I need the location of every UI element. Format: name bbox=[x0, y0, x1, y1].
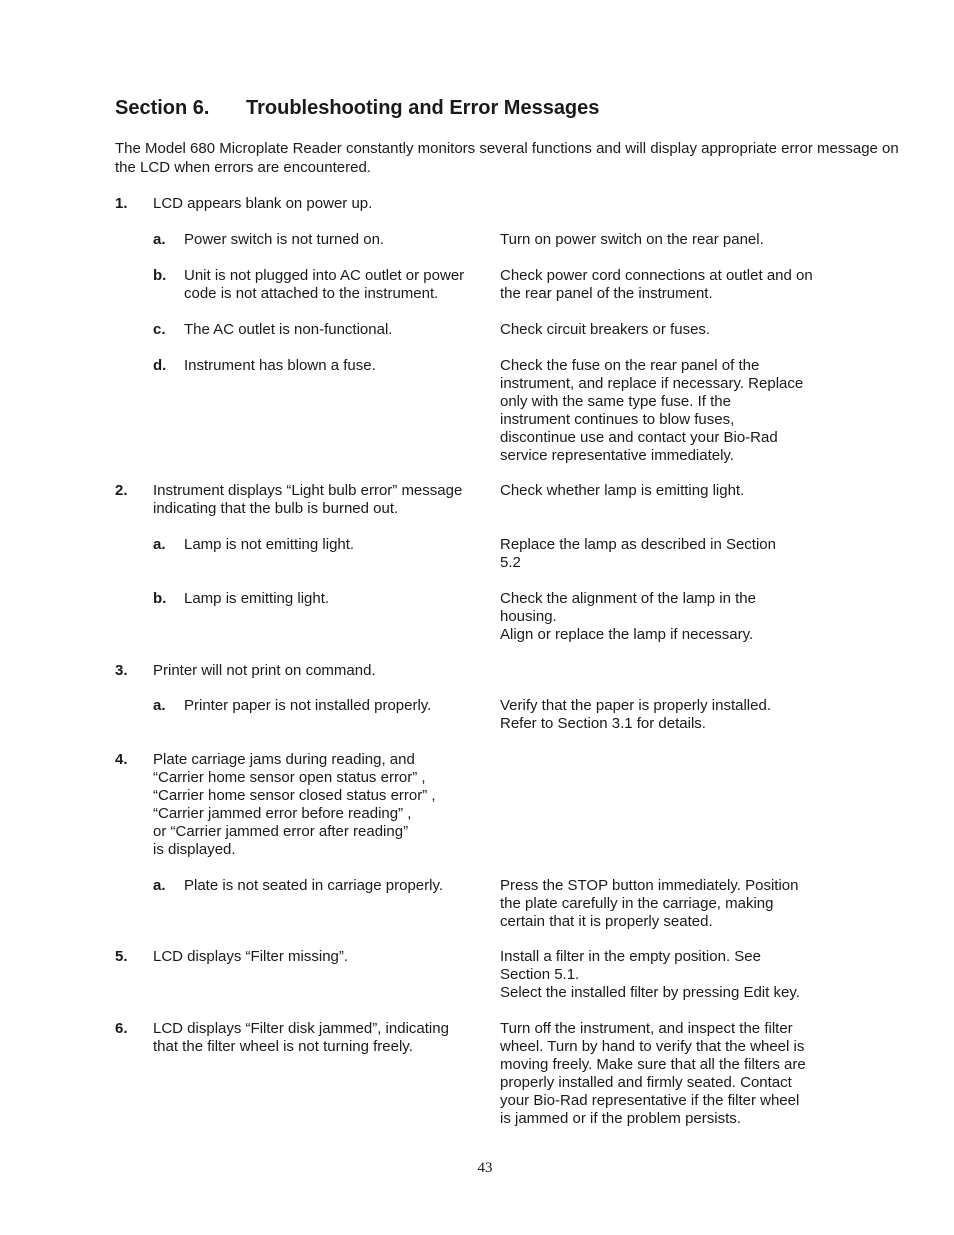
subitem-letter: a. bbox=[153, 877, 166, 894]
intro-paragraph: The Model 680 Microplate Reader constantly monitors several functions and will display appropriate error message on the LCD when errors are encountered. bbox=[115, 140, 899, 176]
subitem-solution: Check the alignment of the lamp in the housing. Align or replace the lamp if necessary. bbox=[500, 590, 756, 643]
subitem-letter: a. bbox=[153, 231, 166, 248]
item-problem: Instrument displays “Light bulb error” message indicating that the bulb is burned out. bbox=[153, 482, 463, 517]
subitem-letter: d. bbox=[153, 357, 167, 374]
subitem-cause: Instrument has blown a fuse. bbox=[184, 357, 376, 374]
item-number: 4. bbox=[115, 751, 128, 768]
subitem-cause: Lamp is emitting light. bbox=[184, 590, 330, 607]
item-number: 1. bbox=[115, 195, 128, 212]
subitem-letter: a. bbox=[153, 536, 166, 553]
item-problem: LCD displays “Filter disk jammed”, indicating that the filter wheel is not turning freely. bbox=[153, 1020, 449, 1055]
subitem-solution: Check the fuse on the rear panel of the instrument, and replace if necessary. Replace only with the same type fuse. If the instrument continues to blow fuses, discontinue use and contact your Bio-Rad service representative immediately. bbox=[500, 357, 804, 464]
subitem-letter: c. bbox=[153, 321, 166, 338]
section-number: Section 6. bbox=[115, 97, 210, 119]
subitem-cause: Lamp is not emitting light. bbox=[184, 536, 355, 553]
item-number: 5. bbox=[115, 948, 128, 965]
subitem-cause: Power switch is not turned on. bbox=[184, 231, 385, 248]
page-number: 43 bbox=[477, 1160, 493, 1176]
item-solution: Turn off the instrument, and inspect the filter wheel. Turn by hand to verify that the wheel is moving freely. Make sure that all the filters are properly installed and firmly seated. Contact your Bio-Rad representative if the filter wheel is jammed or if the problem persists. bbox=[500, 1020, 806, 1127]
subitem-solution: Replace the lamp as described in Section 5.2 bbox=[500, 536, 776, 571]
subitem-letter: a. bbox=[153, 697, 166, 714]
subitem-cause: Unit is not plugged into AC outlet or power code is not attached to the instrument. bbox=[184, 267, 465, 302]
subitem-cause: Plate is not seated in carriage properly. bbox=[184, 877, 444, 894]
subitem-cause: Printer paper is not installed properly. bbox=[184, 697, 432, 714]
item-problem: Printer will not print on command. bbox=[153, 662, 376, 679]
item-problem: LCD appears blank on power up. bbox=[153, 195, 373, 212]
item-solution: Check whether lamp is emitting light. bbox=[500, 482, 745, 499]
item-number: 2. bbox=[115, 482, 128, 499]
subitem-solution: Turn on power switch on the rear panel. bbox=[500, 231, 764, 248]
item-problem: LCD displays “Filter missing”. bbox=[153, 948, 349, 965]
subitem-solution: Check power cord connections at outlet and on the rear panel of the instrument. bbox=[500, 267, 813, 302]
item-number: 6. bbox=[115, 1020, 128, 1037]
subitem-solution: Press the STOP button immediately. Position the plate carefully in the carriage, making certain that it is properly seated. bbox=[500, 877, 799, 930]
subitem-solution: Verify that the paper is properly installed. Refer to Section 3.1 for details. bbox=[500, 697, 771, 732]
subitem-cause: The AC outlet is non-functional. bbox=[184, 321, 393, 338]
subitem-solution: Check circuit breakers or fuses. bbox=[500, 321, 711, 338]
page-title bbox=[115, 94, 599, 122]
section-title: Troubleshooting and Error Messages bbox=[246, 97, 600, 119]
subitem-letter: b. bbox=[153, 590, 167, 607]
subitem-letter: b. bbox=[153, 267, 167, 284]
item-problem: Plate carriage jams during reading, and “Carrier home sensor open status error” , “Carrier home sensor closed status error” , “Carrier jammed error before reading” , or “Carrier jammed error after reading” is displayed. bbox=[153, 751, 436, 858]
item-solution: Install a filter in the empty position. See Section 5.1. Select the installed filter by pressing Edit key. bbox=[500, 948, 800, 1001]
item-number: 3. bbox=[115, 662, 128, 679]
